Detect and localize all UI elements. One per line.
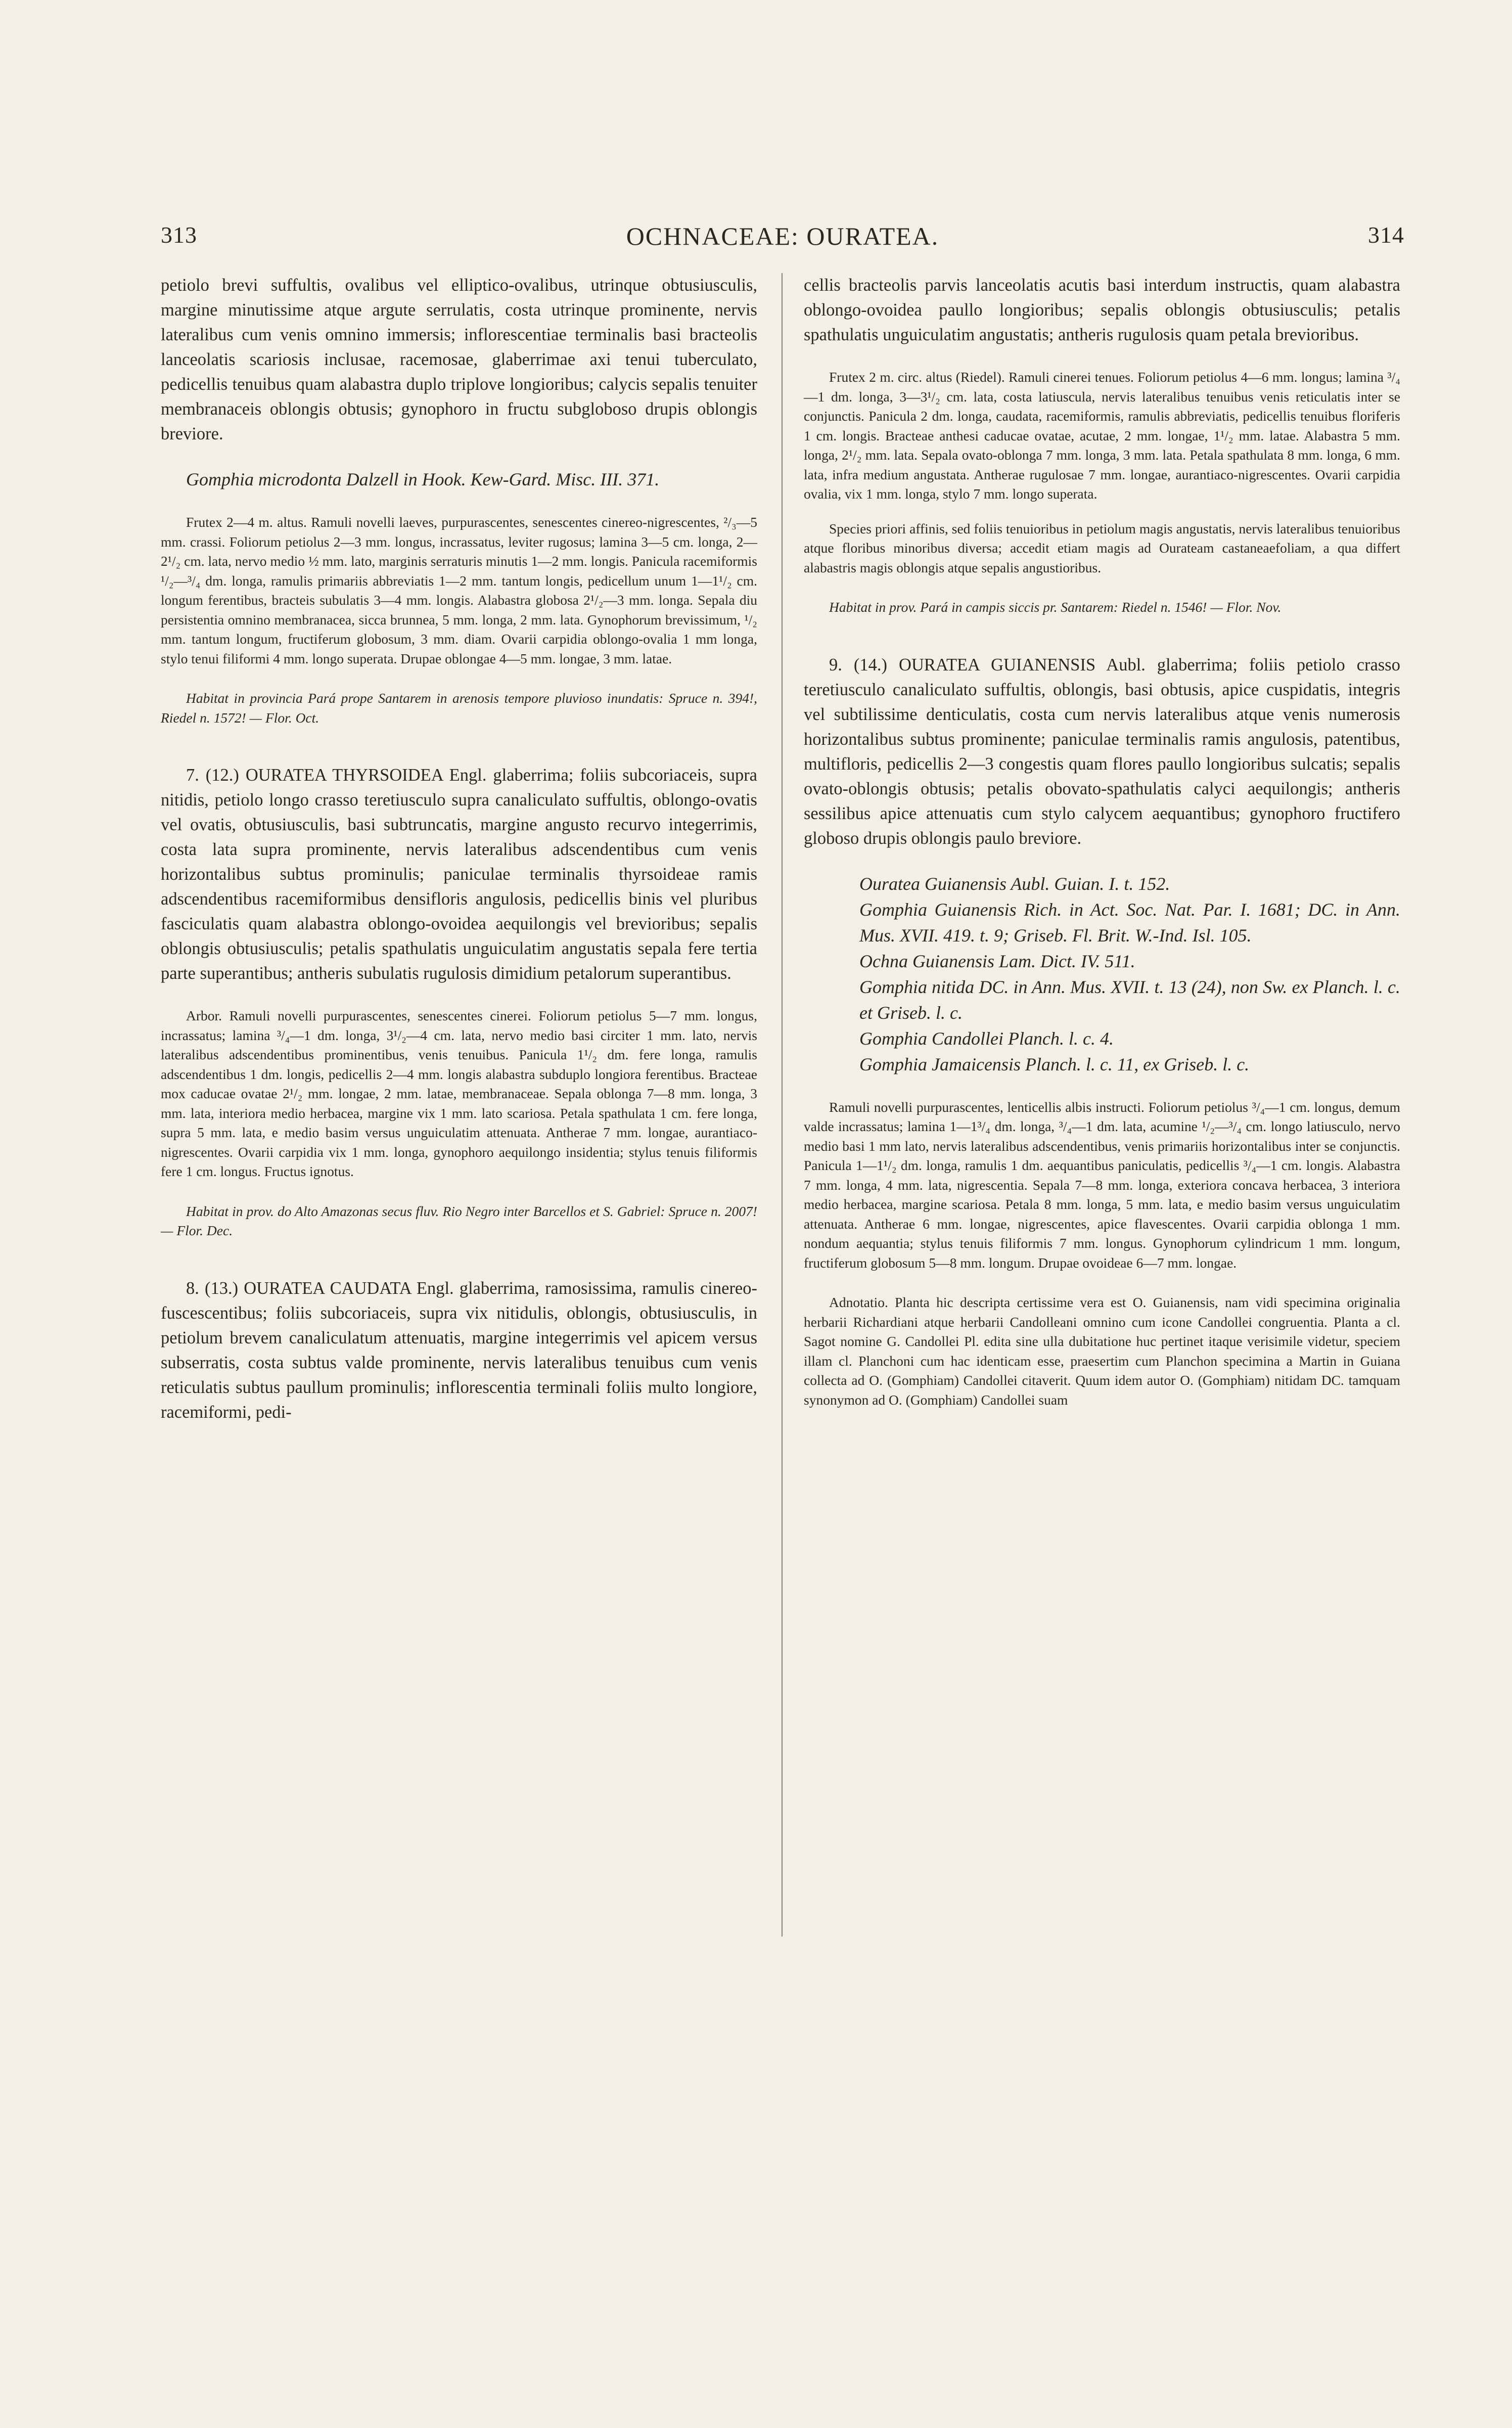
diagnosis-continued: petiolo brevi suffultis, ovalibus vel elliptico-ovalibus, utrinque obtusiusculis, margine minutissime atque argute serrulatis, costa utrinque prominente, nervis lateralibus cum venis omnino immersis; inflorescentiae terminalis basi bracteolis lanceolatis scariosis inclusae, racemosae, glaberrimae axi tenui tuberculato, pedicellis tenuibus quam alabastra duplo triplove longioribus; calycis sepalis tenuiter membranaceis oblongis obtusis; gynophoro in fructu subgloboso drupis oblongis breviore. [161, 276, 757, 443]
synonym-citation: Gomphia Candollei Planch. l. c. 4. [859, 1028, 1114, 1049]
synonym-citation: Ouratea Guianensis Aubl. Guian. I. t. 152. [859, 873, 1170, 894]
synonym-citation: Ochna Guianensis Lam. Dict. IV. 511. [859, 951, 1135, 971]
species-9-diagnosis: 9. (14.) OURATEA GUIANENSIS Aubl. glaberrima; foliis petiolo crasso teretiusculo canaliculato suffultis, oblongis, basi obtusis, apice cuspidatis, integris vel subtilissime denticulatis, costa cum nervis lateralibus atque venis numerosis horizontalibus subtus prominente; paniculae terminalis ramis angulosis, patentibus, multifloris, pedicellis 2—3 congestis quam flores paullo longioribus sulcatis; sepalis ovato-oblongis obtusis; petalis obovato-spathulatis calyci aequilongis; antheris sessilibus apice attenuatis cum stylo calycem aequantibus; gynophoro fructifero globoso drupis oblongis paulo breviore. [804, 655, 1400, 848]
right-column [804, 273, 1400, 1410]
species-9-description: Ramuli novelli purpurascentes, lenticellis albis instructi. Foliorum petiolus ³/₄—1 cm. longus, demum valde incrassatus; lamina 1—1³/₄ dm. longa, ³/₄—1 dm. lata, acumine ¹/₂—³/₄ cm. longo latiusculo, nervo medio basi 1 mm lato, nervis lateralibus adscendentibus, venis primariis horizontalibus inter se conjunctis. Panicula 1—1¹/₂ dm. longa, ramulis 1 dm. aequantibus paniculatis, pedicellis ³/₄—1 cm. longis. Alabastra 7 mm. longa, 4 mm. lata, nigrescentia. Sepala 7—8 mm. longa, exteriora concava herbacea, 3 interiora medio herbacea, margine scariosa. Petala 8 mm. longa, 5 mm. lata, e medio basim versus unguiculatim attenuata. Antherae 6 mm. longae, nigrescentes, apice flavescentes. Ovarii carpidia oblonga 1 mm. nondum aequantia; stylus tenuis filiformis 7 mm. longus. Gynophorum cylindricum 1 mm. longum, fructiferum globosum 5—8 mm. longum. Drupae ovoideae 6—7 mm. longae. [804, 1099, 1400, 1271]
species-7-diagnosis: 7. (12.) OURATEA THYRSOIDEA Engl. glaberrima; foliis subcoriaceis, supra nitidis, petiolo longo crasso teretiusculo supra canaliculato suffultis, oblongo-ovatis vel ovatis, obtusiusculis, basi subtruncatis, margine angusto recurvo integerrimis, costa lata supra prominente, nervis lateralibus adscendentibus cum venis horizontalibus subtus prominulis; paniculae terminalis thyrsoideae ramis adscendentibus racemiformibus densifloris angulosis, pedicellis binis vel pluribus fasciculatis quam alabastra oblongo-ovoidea aequilongis vel brevioribus; sepalis oblongis obtusiusculis; petalis spathulatis unguiculatim angustatis sepala fere tertia parte superantibus; antheris subulatis rugulosis dimidium petalorum superantibus. [161, 766, 757, 983]
species-8-remarks: Species priori affinis, sed foliis tenuioribus in petiolum magis angustatis, nervis lateralibus tenuioribus atque floribus minoribus diversa; accedit etiam magis ad Ourateam castaneaefoliam, a qua differt alabastris magis oblongis atque sepalis angustioribus. [804, 520, 1400, 575]
running-title: OCHNACEAE: OURATEA. [626, 222, 939, 250]
species-8-diagnosis: 8. (13.) OURATEA CAUDATA Engl. glaberrima, ramosissima, ramulis cinereo-fuscescentibus; foliis subcoriaceis, supra vix nitidulis, oblongis, obtusiusculis, in petiolum brevem canaliculatum attenuatis, margine integerrimis vel apicem versus subserratis, costa subtus valde prominente, nervis lateralibus tenuibus cum venis reticulatis subtus paullum prominulis; inflorescentia terminali foliis multo longiore, racemiformi, pedi- [161, 1278, 757, 1422]
species-9-annotation: Adnotatio. Planta hic descripta certissime vera est O. Guianensis, nam vidi specimina originalia herbarii Richardiani atque herbarii Candolleani omnino cum icone Candollei congruentia. Planta a cl. Sagot nomine G. Candollei Pl. edita sine ulla dubitatione huc pertinet itaque verisimile videtur, speciem illam cl. Planchoni cum hac identicam esse, praesertim cum Planchon specimina a Martin in Guiana collecta ad O. (Gomphiam) Candollei citaverit. Quum idem autor O. (Gomphiam) nitidam DC. tamquam synonymon ad O. (Gomphiam) Candollei suam [804, 1294, 1400, 1408]
synonym-citation: Gomphia Jamaicensis Planch. l. c. 11, ex Griseb. l. c. [859, 1054, 1250, 1074]
synonym-list [804, 871, 1400, 1077]
left-column [161, 273, 757, 1425]
synonym-citation: Gomphia microdonta Dalzell in Hook. Kew-Gard. Misc. III. 371. [186, 469, 660, 489]
description-paragraph: Frutex 2—4 m. altus. Ramuli novelli laeves, purpurascentes, senescentes cinereo-nigrescentes, ²/₃—5 mm. crassi. Foliorum petiolus 2—3 mm. longus, incrassatus, leviter rugosus; lamina 3—5 cm. longa, 2—2¹/₂ cm. lata, nervo medio ½ mm. lato, marginis serraturis minutis 1—2 mm. longis. Panicula racemiformis ¹/₂—³/₄ dm. longa, ramulis primariis abbreviatis 1—2 mm. tantum longis, pedicellum unum 1—1¹/₂ cm. longum ferentibus, bracteis subulatis 3—4 mm. longis. Alabastra globosa 2¹/₂—3 mm. longa. Sepala diu persistentia omnino membranacea, sicca brunnea, 5 mm. longa, 2 mm. lata. Gynophorum brevissimum, ¹/₂ mm. tantum longum, fructiferum globosum, 3 mm. diam. Ovarii carpidia oblongo-ovalia 1 mm longa, stylo tenui filiformi 4 mm. longo superata. Drupae oblongae 4—5 mm. longae, 3 mm. latae. [161, 514, 757, 666]
species-8-diagnosis-continued: cellis bracteolis parvis lanceolatis acutis basi interdum instructis, quam alabastra oblongo-ovoidea paullo longioribus; sepalis oblongis obtusiusculis; petalis spathulatis unguiculatim angustatis; antheris rugulosis quam petala brevioribus. [804, 276, 1400, 344]
page-number-right: 314 [1368, 222, 1404, 248]
species-7-habitat: Habitat in prov. do Alto Amazonas secus fluv. Rio Negro inter Barcellos et S. Gabriel: Spruce n. 2007! — Flor. Dec. [161, 1203, 757, 1238]
page-header [161, 221, 1404, 257]
species-7-description: Arbor. Ramuli novelli purpurascentes, senescentes cinerei. Foliorum petiolus 5—7 mm. longus, incrassatus; lamina ³/₄—1 dm. longa, 3¹/₂—4 cm. lata, nervo medio basi circiter 1 mm. lato, nervis lateralibus adscendentibus prominentibus, venis tenuibus. Panicula 1¹/₂ dm. fere longa, ramulis adscendentibus 1 dm. longis, pedicellis 2—4 mm. longis alabastra subduplo longiora ferentibus. Bracteae mox caducae ovatae 2¹/₂ mm. longae, 2 mm. latae, membranaceae. Sepala oblonga 7—8 mm. longa, 3 mm. lata, interiora medio herbacea, margine vix 1 mm. lato scariosa. Petala spathulata 1 cm. fere longa, supra 5 mm. lata, e medio basim versus unguiculatim attenuata. Antherae 7 mm. longae, aurantiaco-nigrescentes. Ovarii carpidia vix 1 mm. longa, gynophoro aequilongo insidentia; stylus tenuis filiformis fere 1 cm. longus. Fructus ignotus. [161, 1008, 757, 1179]
synonym-citation: Gomphia nitida DC. in Ann. Mus. XVII. t. 13 (24), non Sw. ex Planch. l. c. et Griseb. l. c. [859, 976, 1400, 1023]
habitat-note: Habitat in provincia Pará prope Santarem in arenosis tempore pluvioso inundatis: Spruce n. 394!, Riedel n. 1572! — Flor. Oct. [161, 690, 757, 726]
species-8-habitat: Habitat in prov. Pará in campis siccis pr. Santarem: Riedel n. 1546! — Flor. Nov. [829, 599, 1281, 615]
species-8-description: Frutex 2 m. circ. altus (Riedel). Ramuli cinerei tenues. Foliorum petiolus 4—6 mm. longus; lamina ³/₄—1 dm. longa, 3—3¹/₂ cm. lata, costa latiuscula, nervis lateralibus tenuibus venis reticulatis inter se conjunctis. Panicula 2 dm. longa, caudata, racemiformis, ramulis abbreviatis, pedicellis tenuibus floriferis 1 cm. longis. Bracteae anthesi caducae ovatae, acutae, 2 mm. longae, 1¹/₂ mm. latae. Alabastra 5 mm. longa, 2¹/₂ mm. lata. Sepala ovato-oblonga 7 mm. longa, 3 mm. lata. Petala spathulata 8 mm. longa, 6 mm. lata, infra medium angustata. Antherae rugulosae 7 mm. longae, aurantiaco-nigrescentes. Ovarii carpidia ovalia, vix 1 mm. longa, stylo 7 mm. longo superata. [804, 369, 1400, 502]
column-divider [782, 273, 783, 1937]
synonym-citation: Gomphia Guianensis Rich. in Act. Soc. Nat. Par. I. 1681; DC. in Ann. Mus. XVII. 419. t. 9; Griseb. Fl. Brit. W.-Ind. Isl. 105. [859, 899, 1400, 946]
page-number-left: 313 [161, 222, 197, 248]
